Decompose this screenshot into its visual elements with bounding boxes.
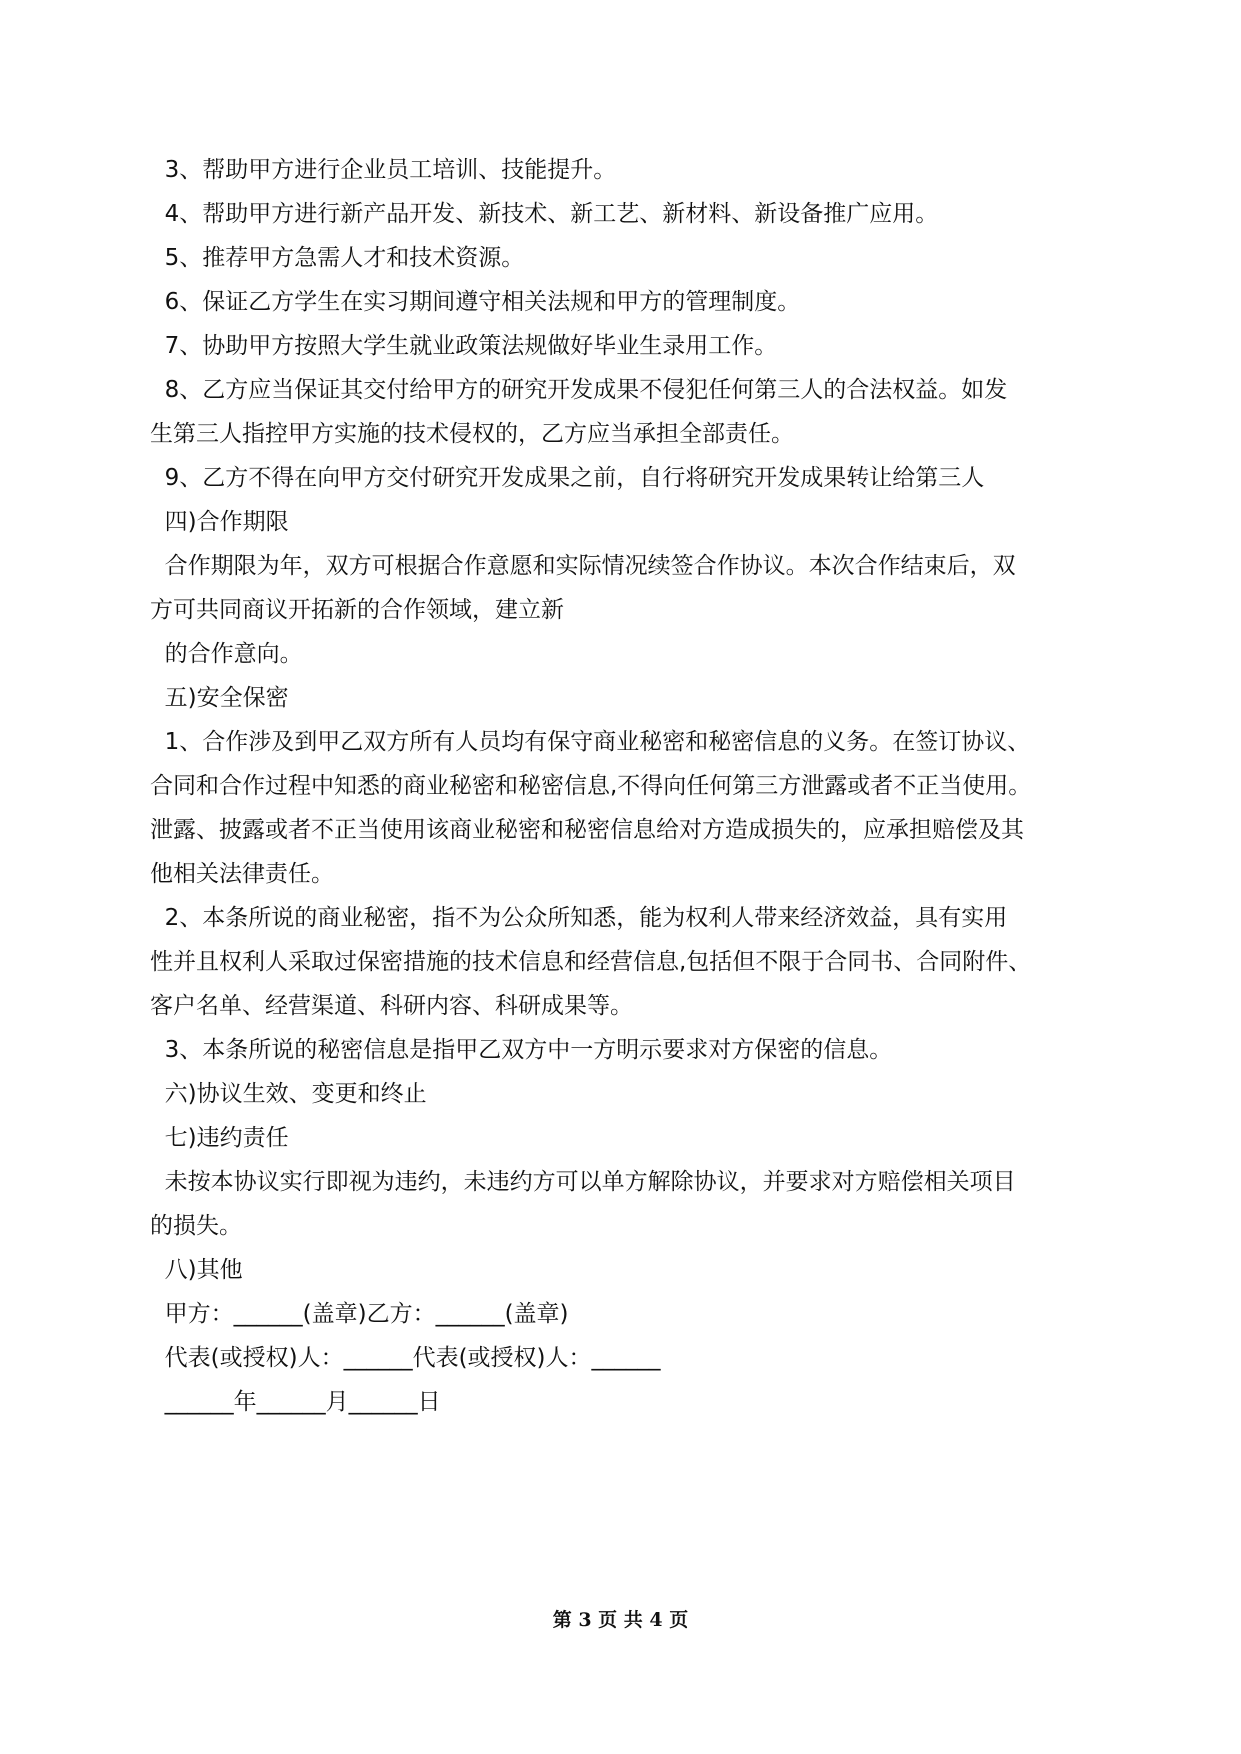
body-line: 1、合作涉及到甲乙双方所有人员均有保守商业秘密和秘密信息的义务。在签订协议、 [150,729,1031,755]
body-line: 方可共同商议开拓新的合作领域，建立新 [150,597,564,623]
body-line: 7、协助甲方按照大学生就业政策法规做好毕业生录用工作。 [150,333,778,359]
section-heading: 七)违约责任 [150,1125,289,1151]
section-heading: 四)合作期限 [150,509,289,535]
signature-line: 代表(或授权)人：______代表(或授权)人：______ [150,1345,661,1371]
body-line: 生第三人指控甲方实施的技术侵权的，乙方应当承担全部责任。 [150,421,794,447]
body-line: 性并且权利人采取过保密措施的技术信息和经营信息,包括但不限于合同书、合同附件、 [150,949,1032,975]
body-line: 泄露、披露或者不正当使用该商业秘密和秘密信息给对方造成损失的，应承担赔偿及其 [150,817,1024,843]
body-line: 的合作意向。 [150,641,303,667]
body-line: 3、本条所说的秘密信息是指甲乙双方中一方明示要求对方保密的信息。 [150,1037,893,1063]
body-line: 他相关法律责任。 [150,861,334,887]
date-line: ______年______月______日 [150,1389,441,1415]
body-line: 的损失。 [150,1213,242,1239]
body-line: 4、帮助甲方进行新产品开发、新技术、新工艺、新材料、新设备推广应用。 [150,201,939,227]
body-line: 6、保证乙方学生在实习期间遵守相关法规和甲方的管理制度。 [150,289,801,315]
body-line: 3、帮助甲方进行企业员工培训、技能提升。 [150,157,617,183]
body-line: 5、推荐甲方急需人才和技术资源。 [150,245,525,271]
section-heading: 五)安全保密 [150,685,289,711]
body-line: 未按本协议实行即视为违约，未违约方可以单方解除协议，并要求对方赔偿相关项目 [150,1169,1016,1195]
body-line: 9、乙方不得在向甲方交付研究开发成果之前，自行将研究开发成果转让给第三人 [150,465,985,491]
body-line: 合同和合作过程中知悉的商业秘密和秘密信息,不得向任何第三方泄露或者不正当使用。 [150,773,1032,799]
body-line: 客户名单、经营渠道、科研内容、科研成果等。 [150,993,633,1019]
signature-line: 甲方：______(盖章)乙方：______(盖章) [150,1301,569,1327]
section-heading: 六)协议生效、变更和终止 [150,1081,427,1107]
body-line: 合作期限为年，双方可根据合作意愿和实际情况续签合作协议。本次合作结束后，双 [150,553,1016,579]
body-line: 2、本条所说的商业秘密，指不为公众所知悉，能为权利人带来经济效益，具有实用 [150,905,1008,931]
section-heading: 八)其他 [150,1257,243,1283]
body-line: 8、乙方应当保证其交付给甲方的研究开发成果不侵犯任何第三人的合法权益。如发 [150,377,1008,403]
page-number-footer: 第 3 页 共 4 页 [552,1609,689,1631]
